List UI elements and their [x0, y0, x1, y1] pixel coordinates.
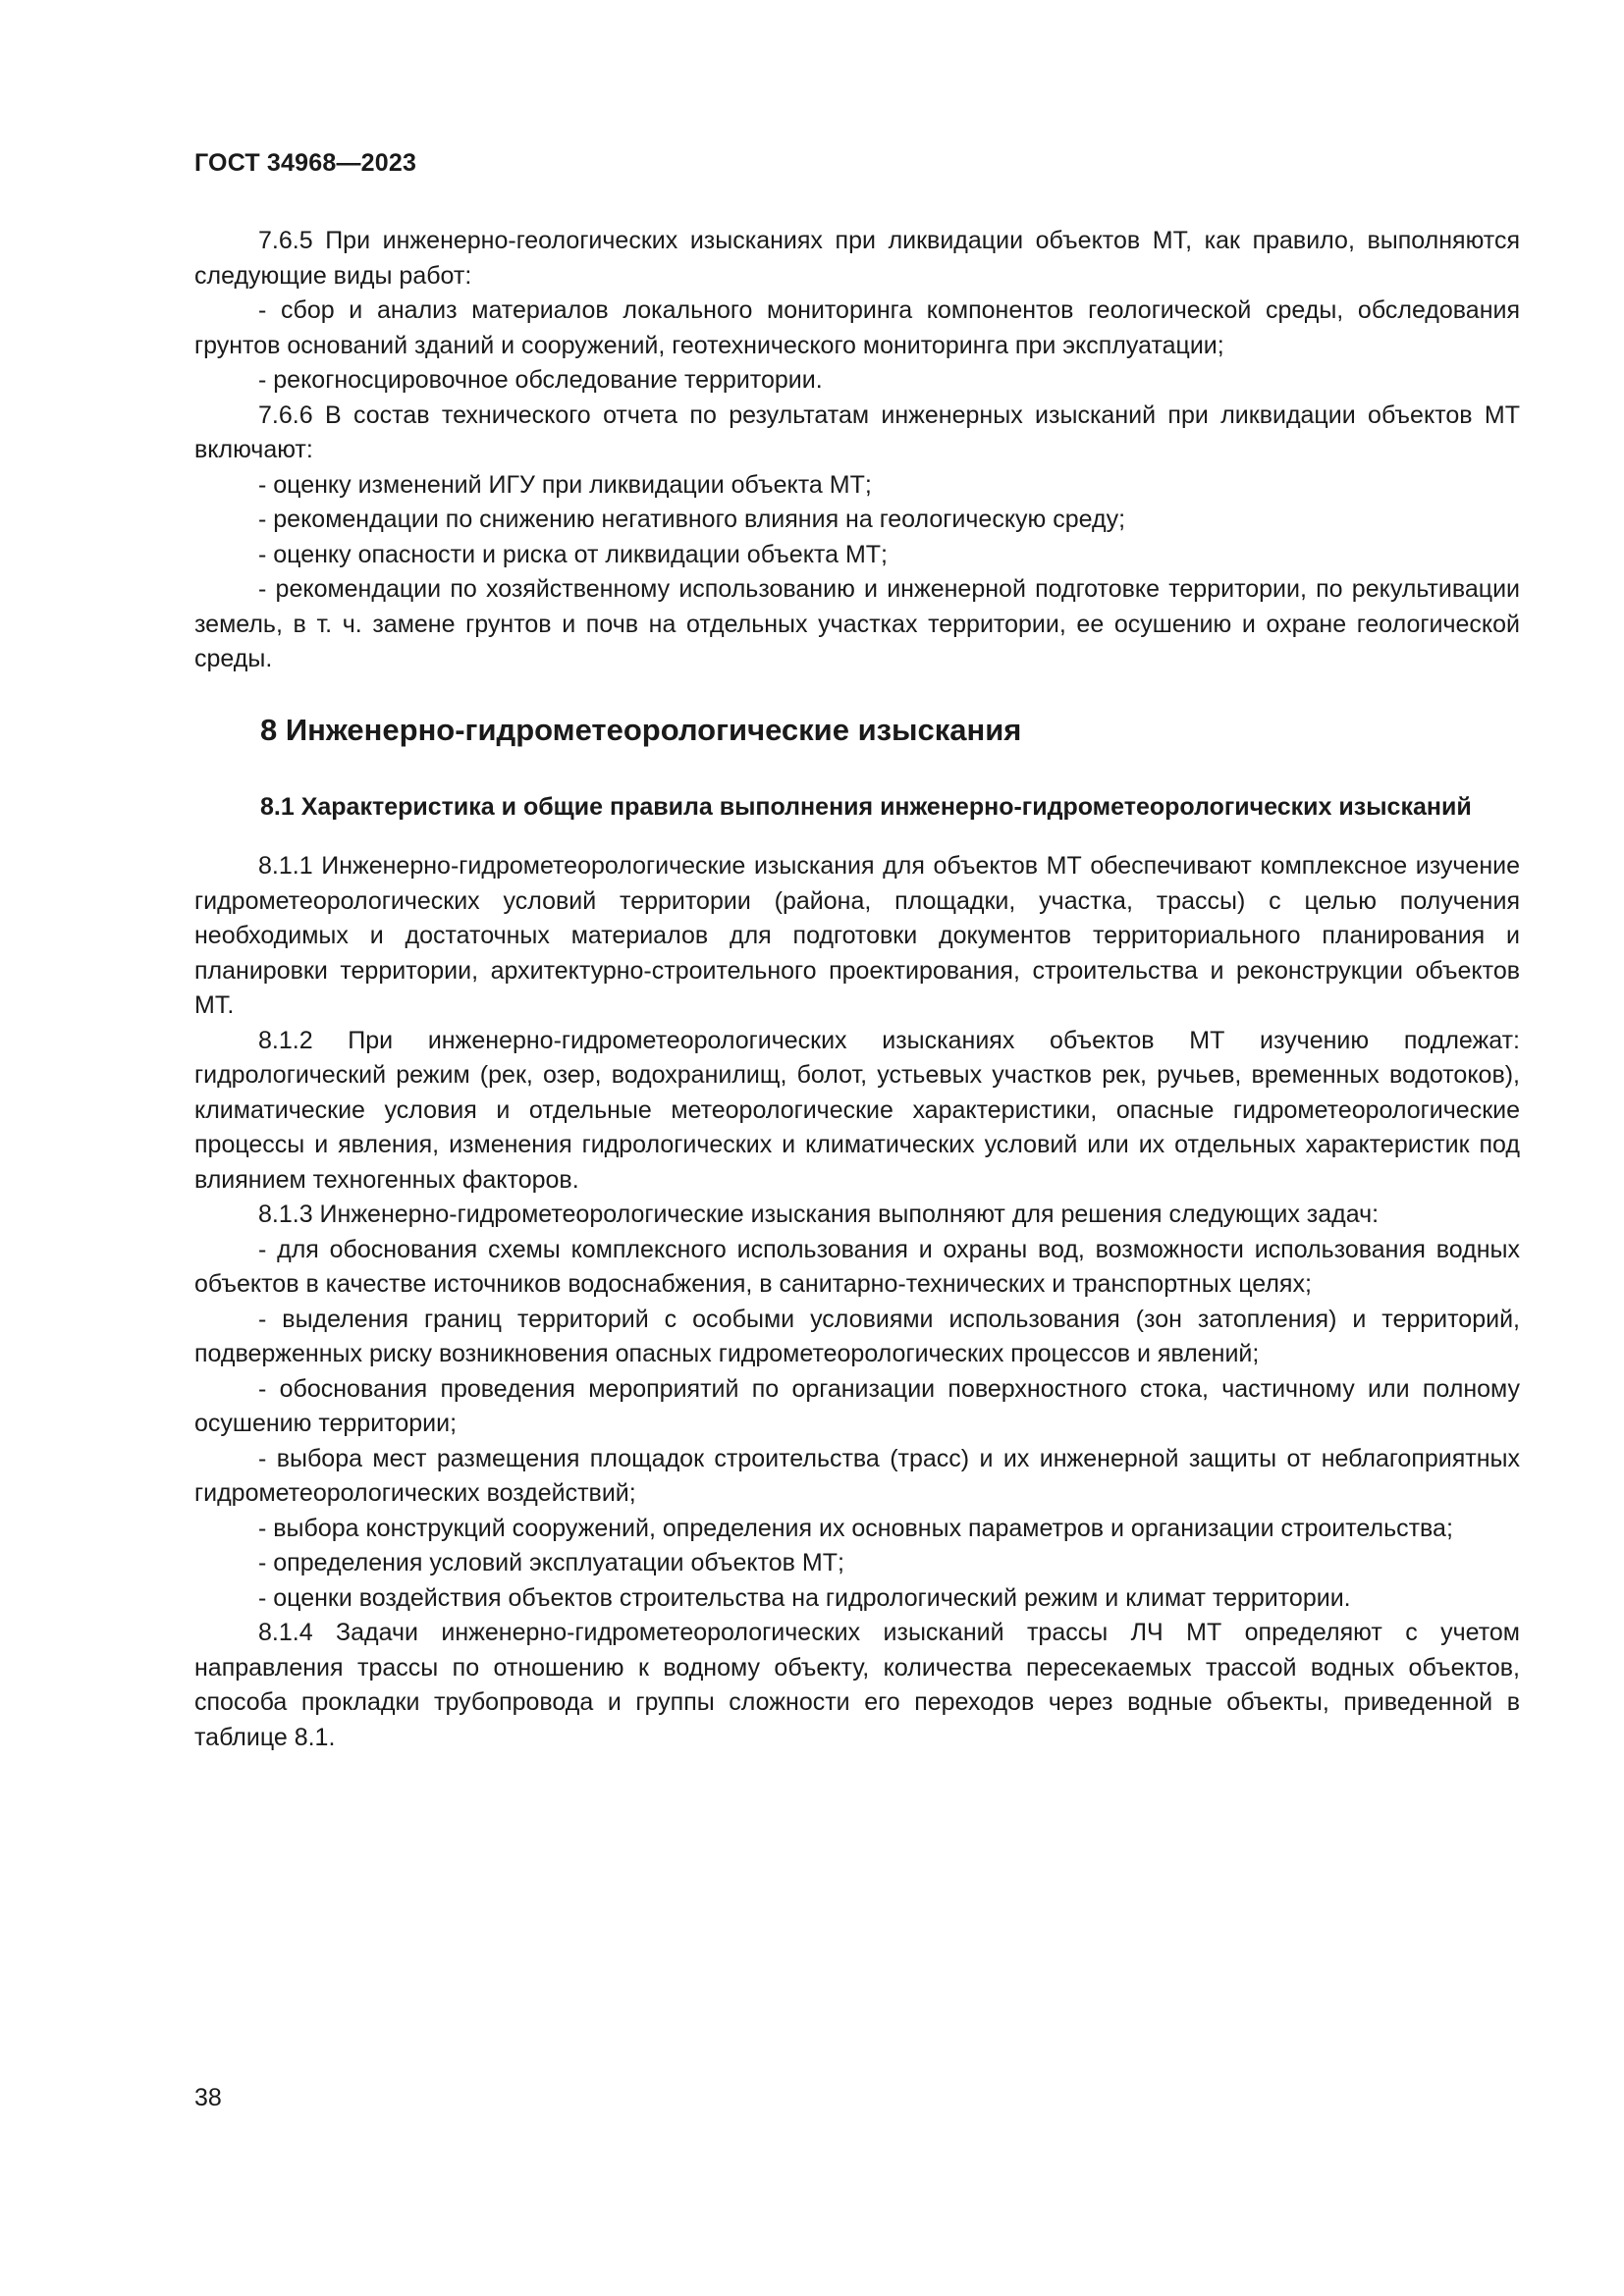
page-number: 38 — [194, 2084, 222, 2111]
list-item: - выбора конструкций сооружений, определения их основных параметров и организации строительства; — [258, 1514, 1453, 1542]
section-8-1-heading: 8.1 Характеристика и общие правила выполнения инженерно-гидрометеорологических изысканий — [260, 793, 1472, 821]
list-item: - для обоснования схемы комплексного использования и охраны вод, возможности использования водных объектов в качестве источников водоснабжения, в санитарно-технических и транспортных целях; — [194, 1235, 1520, 1298]
section-8-heading: 8 Инженерно-гидрометеорологические изыскания — [260, 713, 1022, 747]
section-8-1-body — [194, 849, 1520, 1755]
list-item: - оценку опасности и риска от ликвидации объекта МТ; — [258, 540, 888, 568]
paragraph-8-1-2: 8.1.2 При инженерно-гидрометеорологических изысканиях объектов МТ изучению подлежат: гидрологический режим (рек, озер, водохранилищ, болот, устьевых участков рек, ручьев, временных водотоков), климатические условия и отдельные метеорологические характеристики, опасные гидрометеорологические процессы и явления, изменения гидрологических и климатических условий или их отдельных характеристик под влиянием техногенных факторов. — [194, 1026, 1520, 1194]
list-item: - рекогносцировочное обследование территории. — [258, 366, 823, 394]
paragraph-8-1-4: 8.1.4 Задачи инженерно-гидрометеорологических изысканий трассы ЛЧ МТ определяют с учетом направления трассы по отношению к водному объекту, количества пересекаемых трассой водных объектов, способа прокладки трубопровода и группы сложности его переходов через водные объекты, приведенной в таблице 8.1. — [194, 1619, 1520, 1751]
list-item: - оценки воздействия объектов строительства на гидрологический режим и климат территории. — [258, 1583, 1351, 1612]
list-item: - рекомендации по хозяйственному использованию и инженерной подготовке территории, по рекультивации земель, в т. ч. замене грунтов и почв на отдельных участках территории, ее осушению и охране геологической среды. — [194, 575, 1520, 672]
paragraph-8-1-1: 8.1.1 Инженерно-гидрометеорологические изыскания для объектов МТ обеспечивают комплексное изучение гидрометеорологических условий территории (района, площадки, участка, трассы) с целью получения необходимых и достаточных материалов для подготовки документов территориального планирования и планировки территории, архитектурно-строительного проектирования, строительства и реконструкции объектов МТ. — [194, 852, 1520, 1019]
section-7-6-body — [194, 224, 1520, 677]
list-item: - определения условий эксплуатации объектов МТ; — [258, 1549, 844, 1576]
list-item: - оценку изменений ИГУ при ликвидации объекта МТ; — [258, 470, 872, 499]
list-item: - сбор и анализ материалов локального мониторинга компонентов геологической среды, обследования грунтов оснований зданий и сооружений, геотехнического мониторинга при эксплуатации; — [194, 296, 1520, 359]
document-header: ГОСТ 34968—2023 — [194, 149, 417, 177]
list-item: - обоснования проведения мероприятий по организации поверхностного стока, частичному или полному осушению территории; — [194, 1374, 1520, 1437]
paragraph-7-6-5: 7.6.5 При инженерно-геологических изысканиях при ликвидации объектов МТ, как правило, выполняются следующие виды работ: — [194, 227, 1520, 290]
paragraph-8-1-3: 8.1.3 Инженерно-гидрометеорологические изыскания выполняют для решения следующих задач: — [258, 1201, 1380, 1228]
list-item: - выбора мест размещения площадок строительства (трасс) и их инженерной защиты от неблагоприятных гидрометеорологических воздействий; — [194, 1444, 1520, 1507]
list-item: - выделения границ территорий с особыми условиями использования (зон затопления) и территорий, подверженных риску возникновения опасных гидрометеорологических процессов и явлений; — [194, 1305, 1520, 1367]
paragraph-7-6-6: 7.6.6 В состав технического отчета по результатам инженерных изысканий при ликвидации объектов МТ включают: — [194, 400, 1520, 463]
list-item: - рекомендации по снижению негативного влияния на геологическую среду; — [258, 506, 1126, 533]
